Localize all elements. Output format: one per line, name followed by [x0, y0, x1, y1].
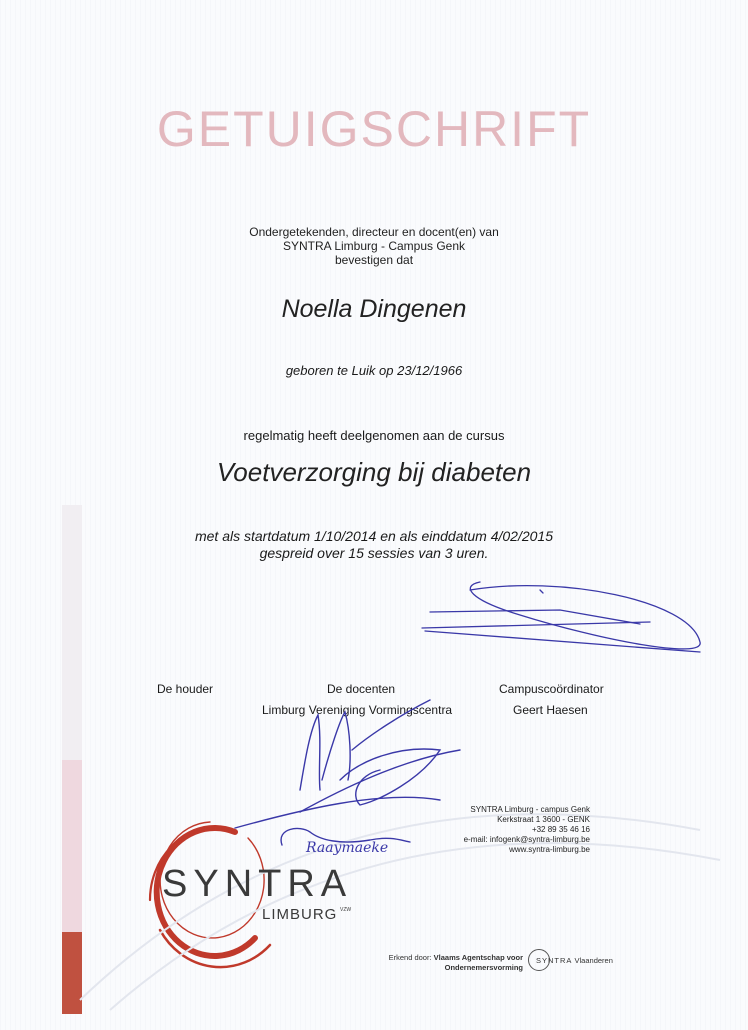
recognition-line: [380, 963, 523, 973]
partner-suffix: Vlaanderen: [574, 956, 613, 965]
address-line: SYNTRA Limburg - campus Genk: [470, 805, 590, 814]
recognition-text: [380, 953, 523, 973]
address-line: Kerkstraat 1 3600 - GENK: [497, 815, 590, 824]
campus-address: [430, 805, 590, 855]
teacher-signatures: [235, 700, 460, 845]
intro-line: SYNTRA Limburg - Campus Genk: [282, 239, 466, 253]
recipient-name: Noella Dingenen: [281, 295, 467, 323]
side-stripe-pink: [62, 760, 82, 932]
syntra-logo-vzw: VZW: [340, 907, 352, 913]
recognition-prefix: Erkend door:: [388, 953, 432, 962]
certificate-title: GETUIGSCHRIFT: [156, 101, 592, 157]
recognition-line: [380, 953, 523, 963]
teachers-label: De docenten: [327, 682, 396, 696]
course-name: Voetverzorging bij diabeten: [216, 457, 532, 487]
coordinator-signature: [422, 582, 700, 652]
period-line: gespreid over 15 sessies van 3 uren.: [259, 545, 489, 561]
syntra-logo-name: SYNTRA: [162, 863, 353, 905]
coordinator-label: Campuscoördinator: [499, 682, 604, 696]
handwritten-name: Raaymaeke: [306, 840, 389, 856]
coordinator-name: Geert Haesen: [513, 703, 588, 717]
address-line: www.syntra-limburg.be: [509, 845, 590, 854]
teachers-org: Limburg Vereniging Vormingscentra: [262, 703, 453, 717]
faint-background-arcs: [80, 814, 720, 1010]
intro-text: [0, 225, 748, 267]
birth-info: geboren te Luik op 23/12/1966: [285, 363, 463, 378]
syntra-logo-region: LIMBURG: [262, 906, 338, 923]
holder-label: De houder: [157, 682, 214, 696]
course-period: [0, 528, 748, 562]
address-line: e-mail: infogenk@syntra-limburg.be: [463, 835, 590, 844]
period-line: met als startdatum 1/10/2014 en als einddatum 4/02/2015: [194, 528, 553, 544]
partner-name: SYNTRA: [536, 956, 573, 965]
intro-line: bevestigen dat: [334, 253, 414, 267]
recognition-agency-2: Ondernemersvorming: [444, 963, 523, 972]
address-line: +32 89 35 46 16: [531, 825, 590, 834]
participation-text: regelmatig heeft deelgenomen aan de cursus: [243, 428, 505, 443]
syntra-vlaanderen-logo-text: [536, 956, 613, 965]
recognition-agency: Vlaams Agentschap voor: [433, 953, 523, 962]
intro-line: Ondergetekenden, directeur en docent(en) van: [249, 225, 499, 239]
side-stripe-red: [62, 932, 82, 1014]
